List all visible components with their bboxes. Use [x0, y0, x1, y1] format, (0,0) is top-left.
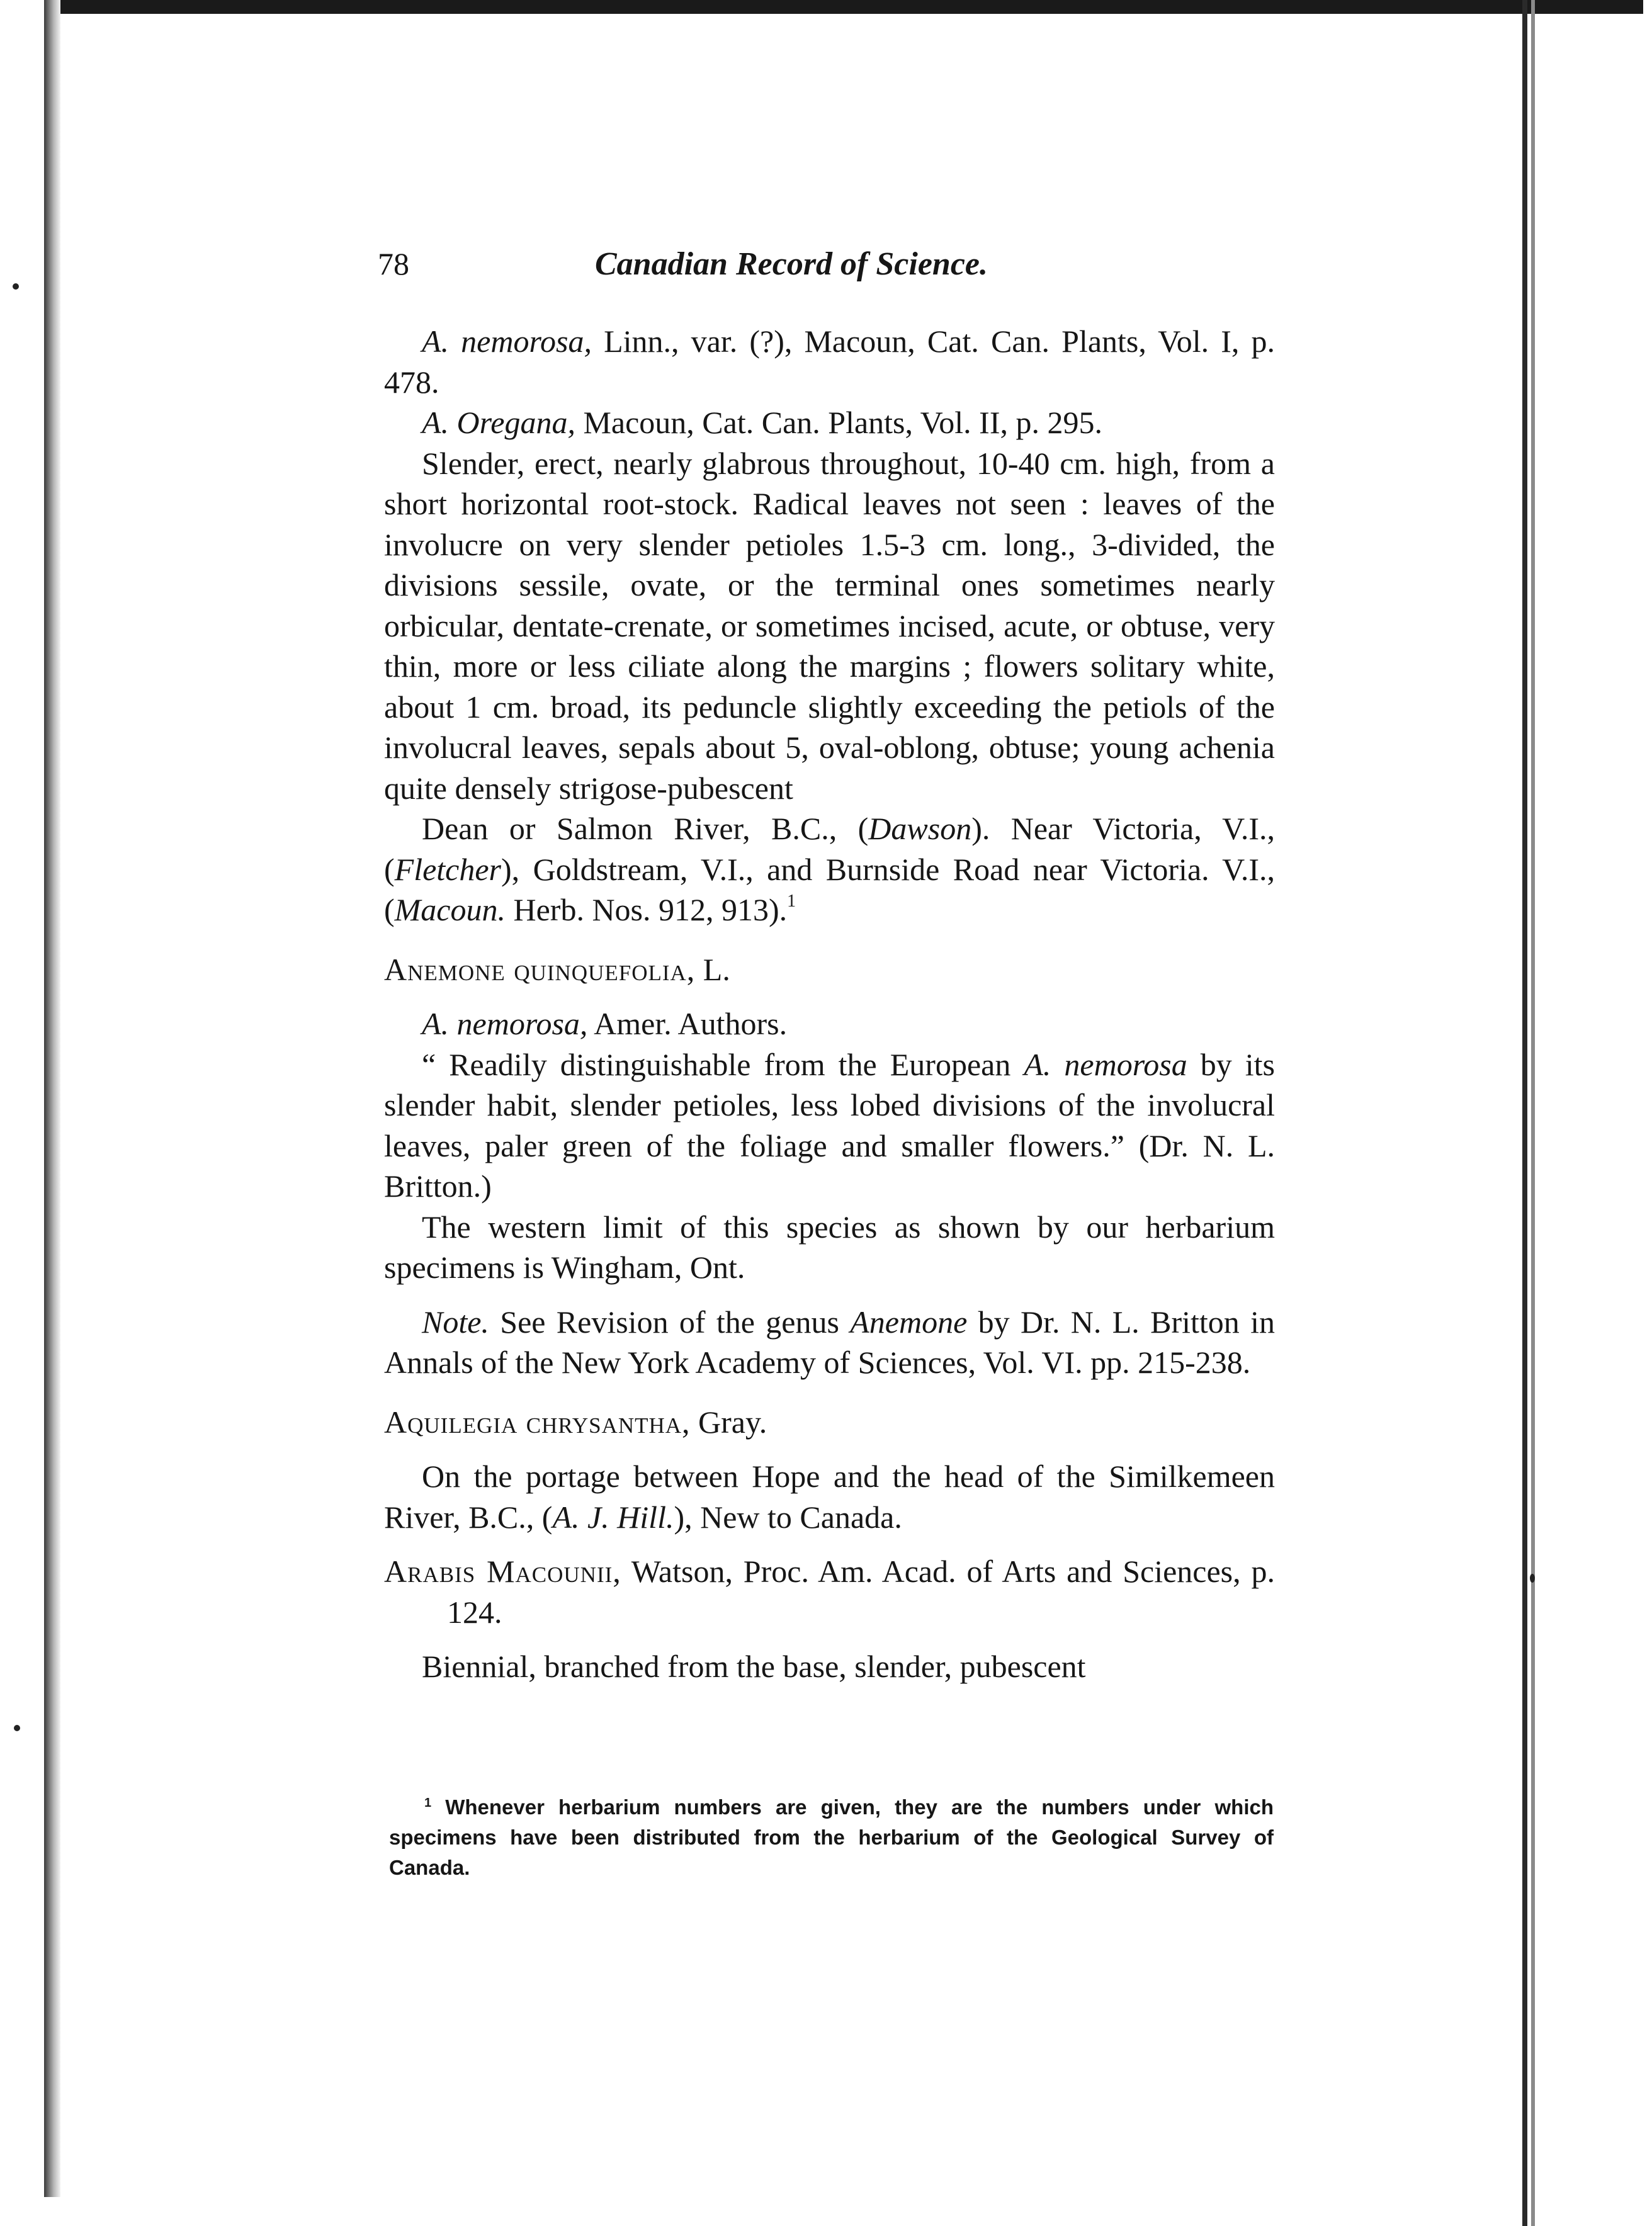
species-authority: Gray.	[690, 1404, 767, 1440]
taxon-name: A. nemorosa,	[422, 324, 592, 359]
page-body	[384, 321, 1275, 1687]
footnote	[389, 1792, 1274, 1883]
scan-edge-right	[1522, 0, 1527, 2226]
locality-paragraph: Dean or Salmon River, B.C., (Dawson). Near Victoria, V.I., (Fletcher), Goldstream, V.I., and Burnside Road near Victoria. V.I., (Macoun. Herb. Nos. 912, 913).$^1$	[384, 811, 1275, 927]
species-authority: L.	[695, 951, 730, 987]
scan-edge-left	[44, 0, 60, 2197]
species-heading	[384, 949, 1275, 990]
footnote-text: $^1$ Whenever herbarium numbers are given, they are the numbers under which specimens have been distributed from the herbarium of the Geological Survey of Canada.	[389, 1795, 1274, 1879]
scan-edge-right-inner	[1531, 0, 1535, 2226]
species-heading	[384, 1402, 1275, 1443]
note-paragraph: Note. See Revision of the genus Anemone by Dr. N. L. Britton in Annals of the New York Academy of Sciences, Vol. VI. pp. 215-238.	[384, 1304, 1275, 1380]
locality-paragraph: On the portage between Hope and the head of the Similkemeen River, B.C., (A. J. Hill.), New to Canada.	[384, 1459, 1275, 1535]
scan-speck	[14, 1725, 20, 1731]
description-paragraph: Biennial, branched from the base, slender, pubescent	[422, 1649, 1086, 1684]
page-number: 78	[378, 246, 409, 281]
description-paragraph: Slender, erect, nearly glabrous throughout, 10-40 cm. high, from a short horizontal root-stock. Radical leaves not seen : leaves of the involucre on very slender petioles 1.5-3 cm. long., 3-divided, the divisions sessile, ovate, or the terminal ones sometimes nearly orbicular, dentate-crenate, or sometimes incised, acute, or obtuse, very thin, more or less ciliate along the margins ; flowers solitary white, about 1 cm. broad, its peduncle slightly exceeding the petiols of the involucral leaves, sepals about 5, oval-oblong, obtuse; young achenia quite densely strigose-pubescent	[384, 445, 1275, 806]
species-authority: Watson, Proc. Am. Acad. of Arts and Sciences, p. 124.	[447, 1554, 1275, 1630]
taxon-name: A. nemorosa,	[422, 1006, 588, 1041]
scan-speck	[13, 283, 19, 290]
synonym-paragraph	[384, 321, 1275, 402]
synonym-paragraph: A. nemorosa, Amer. Authors.	[422, 1006, 788, 1041]
footnote-marker: 1	[424, 1796, 432, 1810]
species-name: Arabis Macounii,	[384, 1554, 621, 1589]
collector-name: Fletcher	[394, 851, 502, 887]
page-header	[378, 246, 1278, 296]
species-name: Anemone quinquefolia,	[384, 951, 696, 987]
note-label: Note.	[422, 1304, 489, 1340]
range-paragraph: The western limit of this species as shown by our herbarium specimens is Wingham, Ont.	[384, 1209, 1275, 1285]
taxon-name: A. Oregana,	[422, 405, 575, 440]
collector-name: A. J. Hill.	[552, 1499, 674, 1535]
species-heading	[384, 1551, 1275, 1632]
synonym-paragraph	[384, 402, 1275, 443]
scan-speck	[1530, 1574, 1535, 1583]
citation-text: Macoun, Cat. Can. Plants, Vol. II, p. 295.	[575, 405, 1102, 440]
footnote-reference: 1	[787, 891, 796, 911]
scan-edge-top	[44, 0, 1643, 14]
taxon-name: A. nemorosa	[1024, 1046, 1187, 1082]
collector-name: Macoun.	[394, 892, 506, 927]
genus-name: Anemone	[850, 1304, 968, 1340]
species-name: Aquilegia chrysantha,	[384, 1404, 691, 1440]
collector-name: Dawson	[868, 811, 972, 846]
quotation-paragraph: “ Readily distinguishable from the European A. nemorosa by its slender habit, slender petioles, less lobed divisions of the involucral leaves, paler green of the foliage and smaller flowers.” (Dr. N. L. Britton.)	[384, 1046, 1275, 1204]
running-title: Canadian Record of Science.	[595, 246, 988, 282]
citation-text: Linn., var. (?), Macoun, Cat. Can. Plants, Vol. I, p. 478.	[384, 324, 1275, 400]
